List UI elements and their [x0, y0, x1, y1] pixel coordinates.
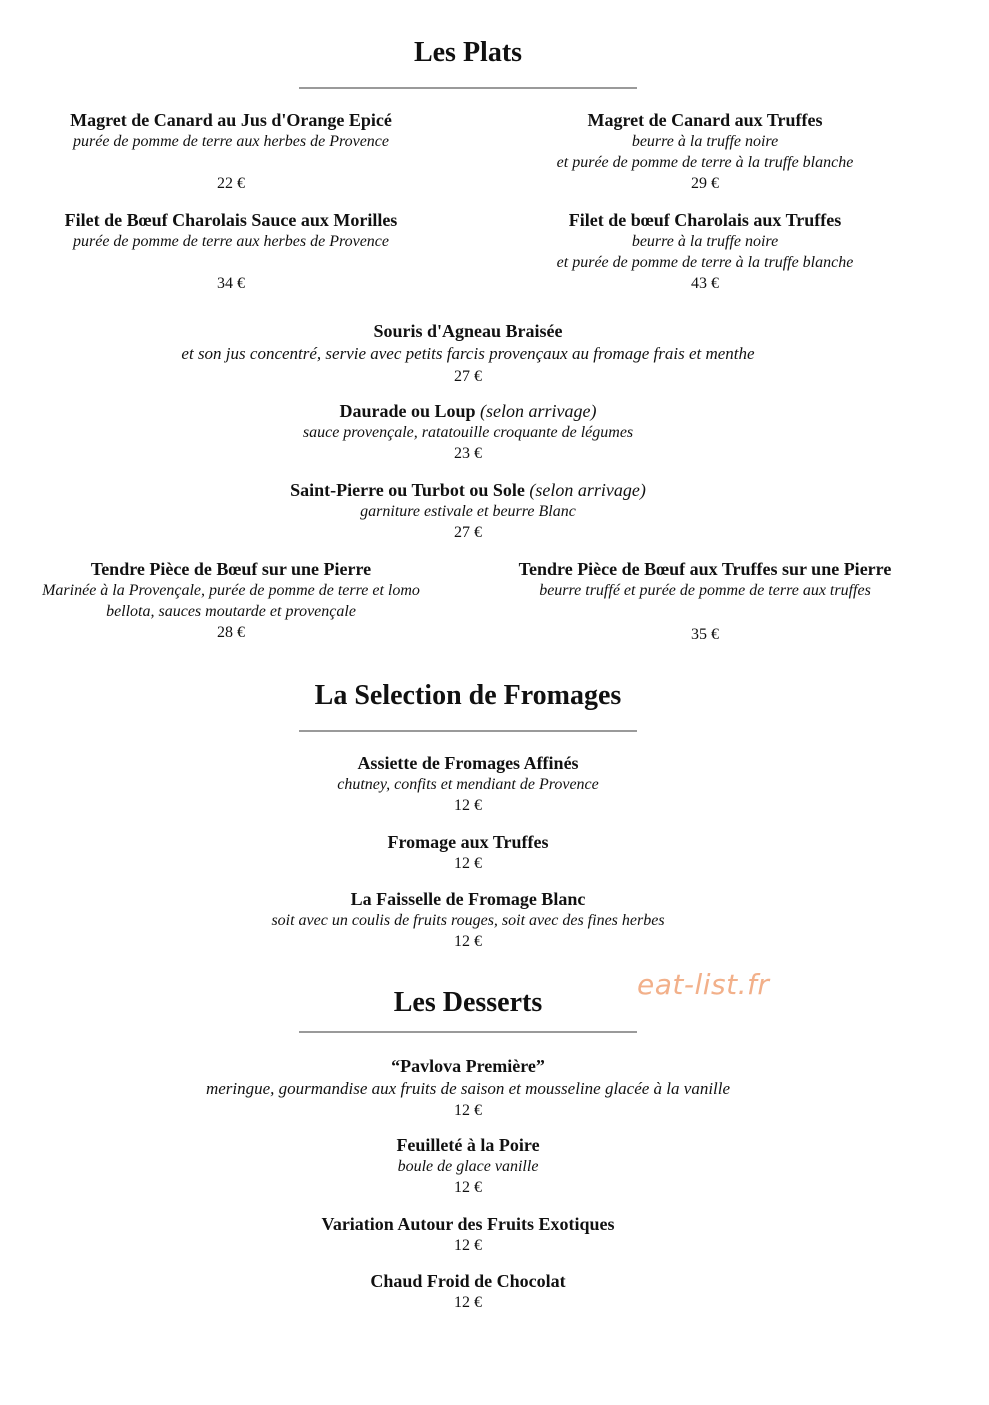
menu-item: [0, 320, 936, 388]
menu-item: [470, 209, 940, 295]
item-name: Magret de Canard aux Truffes: [587, 110, 823, 130]
item-description: et son jus concentré, servie avec petits farcis provençaux au fromage frais et menthe: [181, 344, 755, 363]
item-description: Marinée à la Provençale, purée de pomme de terre et lomo: [42, 582, 420, 599]
item-price: 12 €: [454, 933, 482, 950]
section-title-plats: Les Plats: [413, 37, 523, 68]
item-price: 12 €: [454, 1294, 482, 1311]
item-description: garniture estivale et beurre Blanc: [360, 503, 576, 520]
item-price: 29 €: [691, 175, 719, 192]
item-name: Variation Autour des Fruits Exotiques: [321, 1214, 615, 1234]
item-description: boule de glace vanille: [397, 1158, 539, 1175]
item-description: meringue, gourmandise aux fruits de saison et mousseline glacée à la vanille: [205, 1079, 731, 1098]
item-name: Fromage aux Truffes: [387, 832, 549, 852]
item-note: (selon arrivage): [529, 480, 646, 500]
watermark: eat-list.fr: [637, 968, 770, 1001]
menu-item: [0, 888, 936, 953]
item-description: bellota, sauces moutarde et provençale: [106, 603, 356, 620]
menu-item: [0, 109, 462, 195]
menu-item: [0, 479, 936, 544]
item-price: 34 €: [217, 275, 245, 292]
item-name: “Pavlova Première”: [391, 1056, 545, 1076]
item-price: 22 €: [217, 175, 245, 192]
section-title-desserts: Les Desserts: [393, 987, 543, 1018]
menu-item: [470, 109, 940, 195]
menu-item: [0, 1213, 936, 1257]
item-price: 12 €: [454, 1237, 482, 1254]
item-price: 27 €: [454, 524, 482, 541]
item-name: Saint-Pierre ou Turbot ou Sole: [290, 480, 525, 500]
menu-item: [0, 752, 936, 817]
menu-item: [0, 1134, 936, 1199]
item-description: beurre truffé et purée de pomme de terre aux truffes: [539, 582, 871, 599]
item-name: Magret de Canard au Jus d'Orange Epicé: [70, 110, 392, 130]
item-description: purée de pomme de terre aux herbes de Provence: [72, 133, 390, 150]
item-price: 35 €: [691, 626, 719, 643]
item-description: beurre à la truffe noire: [631, 233, 779, 250]
item-description: sauce provençale, ratatouille croquante de légumes: [302, 424, 634, 441]
menu-item: [470, 558, 940, 646]
item-name: Chaud Froid de Chocolat: [370, 1271, 566, 1291]
item-description: beurre à la truffe noire: [631, 133, 779, 150]
item-name: Feuilleté à la Poire: [396, 1135, 540, 1155]
menu-item: [0, 1270, 936, 1314]
item-note: (selon arrivage): [480, 401, 597, 421]
item-description: chutney, confits et mendiant de Provence: [337, 776, 599, 793]
item-name: Tendre Pièce de Bœuf sur une Pierre: [90, 559, 372, 579]
menu-item: [0, 1055, 936, 1122]
menu-item: [0, 558, 462, 644]
item-price: 12 €: [454, 1179, 482, 1196]
section-divider: [299, 87, 637, 89]
item-description: soit avec un coulis de fruits rouges, soit avec des fines herbes: [271, 912, 665, 929]
menu-item: [0, 400, 936, 465]
item-price: 12 €: [454, 1102, 482, 1119]
section-title-fromages: La Selection de Fromages: [314, 680, 622, 711]
item-name: La Faisselle de Fromage Blanc: [350, 889, 586, 909]
item-price: 43 €: [691, 275, 719, 292]
item-price: 28 €: [217, 624, 245, 641]
item-description: et purée de pomme de terre à la truffe blanche: [556, 154, 854, 171]
item-price: 12 €: [454, 855, 482, 872]
menu-item: [0, 831, 936, 875]
item-name: Tendre Pièce de Bœuf aux Truffes sur une Pierre: [518, 559, 892, 579]
item-name: Filet de Bœuf Charolais Sauce aux Morilles: [64, 210, 398, 230]
item-name: Daurade ou Loup: [339, 401, 476, 421]
section-divider: [299, 1031, 637, 1033]
section-divider: [299, 730, 637, 732]
item-name: Filet de bœuf Charolais aux Truffes: [568, 210, 842, 230]
item-name: Assiette de Fromages Affinés: [357, 753, 579, 773]
item-description: et purée de pomme de terre à la truffe blanche: [556, 254, 854, 271]
item-price: 23 €: [454, 445, 482, 462]
item-name: Souris d'Agneau Braisée: [373, 321, 563, 341]
item-description: purée de pomme de terre aux herbes de Provence: [72, 233, 390, 250]
menu-item: [0, 209, 462, 295]
item-price: 27 €: [454, 368, 482, 385]
item-price: 12 €: [454, 797, 482, 814]
